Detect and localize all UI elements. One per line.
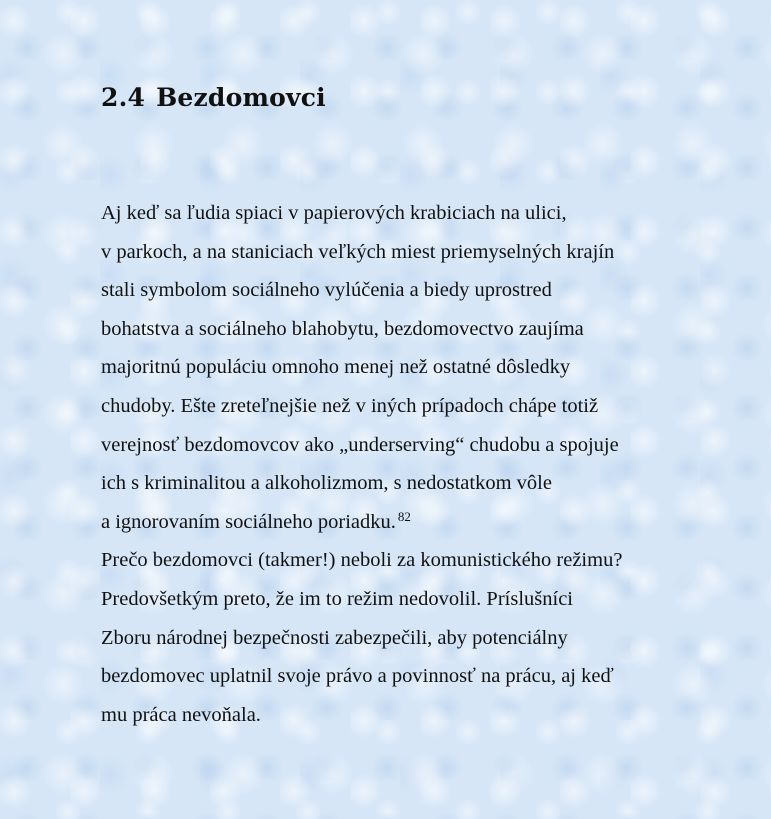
paragraph-2 [101,541,741,734]
section-heading [101,80,326,116]
text-line-last [101,503,741,542]
text-line: stali symbolom sociálneho vylúčenia a biedy uprostred [101,279,552,302]
text-line: ich s kriminalitou a alkoholizmom, s nedostatkom vôle [101,472,552,495]
section-title: Bezdomovci [156,83,326,112]
text-line-content: a ignorovaním sociálneho poriadku. [101,510,396,533]
text-line: verejnosť bezdomovcov ako „underserving“ chudobu a spojuje [101,433,619,456]
text-line: bohatstva a sociálneho blahobytu, bezdomovectvo zaujíma [101,317,584,340]
text-line: chudoby. Ešte zreteľnejšie než v iných prípadoch chápe totiž [101,394,599,417]
paragraph-1 [101,194,741,541]
text-line: mu práca nevoňala. [101,703,261,726]
text-line: bezdomovec uplatnil svoje právo a povinnosť na prácu, aj keď [101,665,614,688]
footnote-reference: 82 [397,508,411,524]
text-line: Predovšetkým preto, že im to režim nedovolil. Príslušníci [101,587,573,610]
text-line: majoritnú populáciu omnoho menej než ostatné dôsledky [101,356,571,379]
text-line: Zboru národnej bezpečnosti zabezpečili, aby potenciálny [101,626,568,649]
text-line: v parkoch, a na staniciach veľkých miest priemyselných krajín [101,240,615,263]
body-text [101,194,741,734]
section-number: 2.4 [101,83,146,112]
text-line: Prečo bezdomovci (takmer!) neboli za komunistického režimu? [101,549,623,572]
text-line: Aj keď sa ľudia spiaci v papierových krabiciach na ulici, [101,202,567,224]
